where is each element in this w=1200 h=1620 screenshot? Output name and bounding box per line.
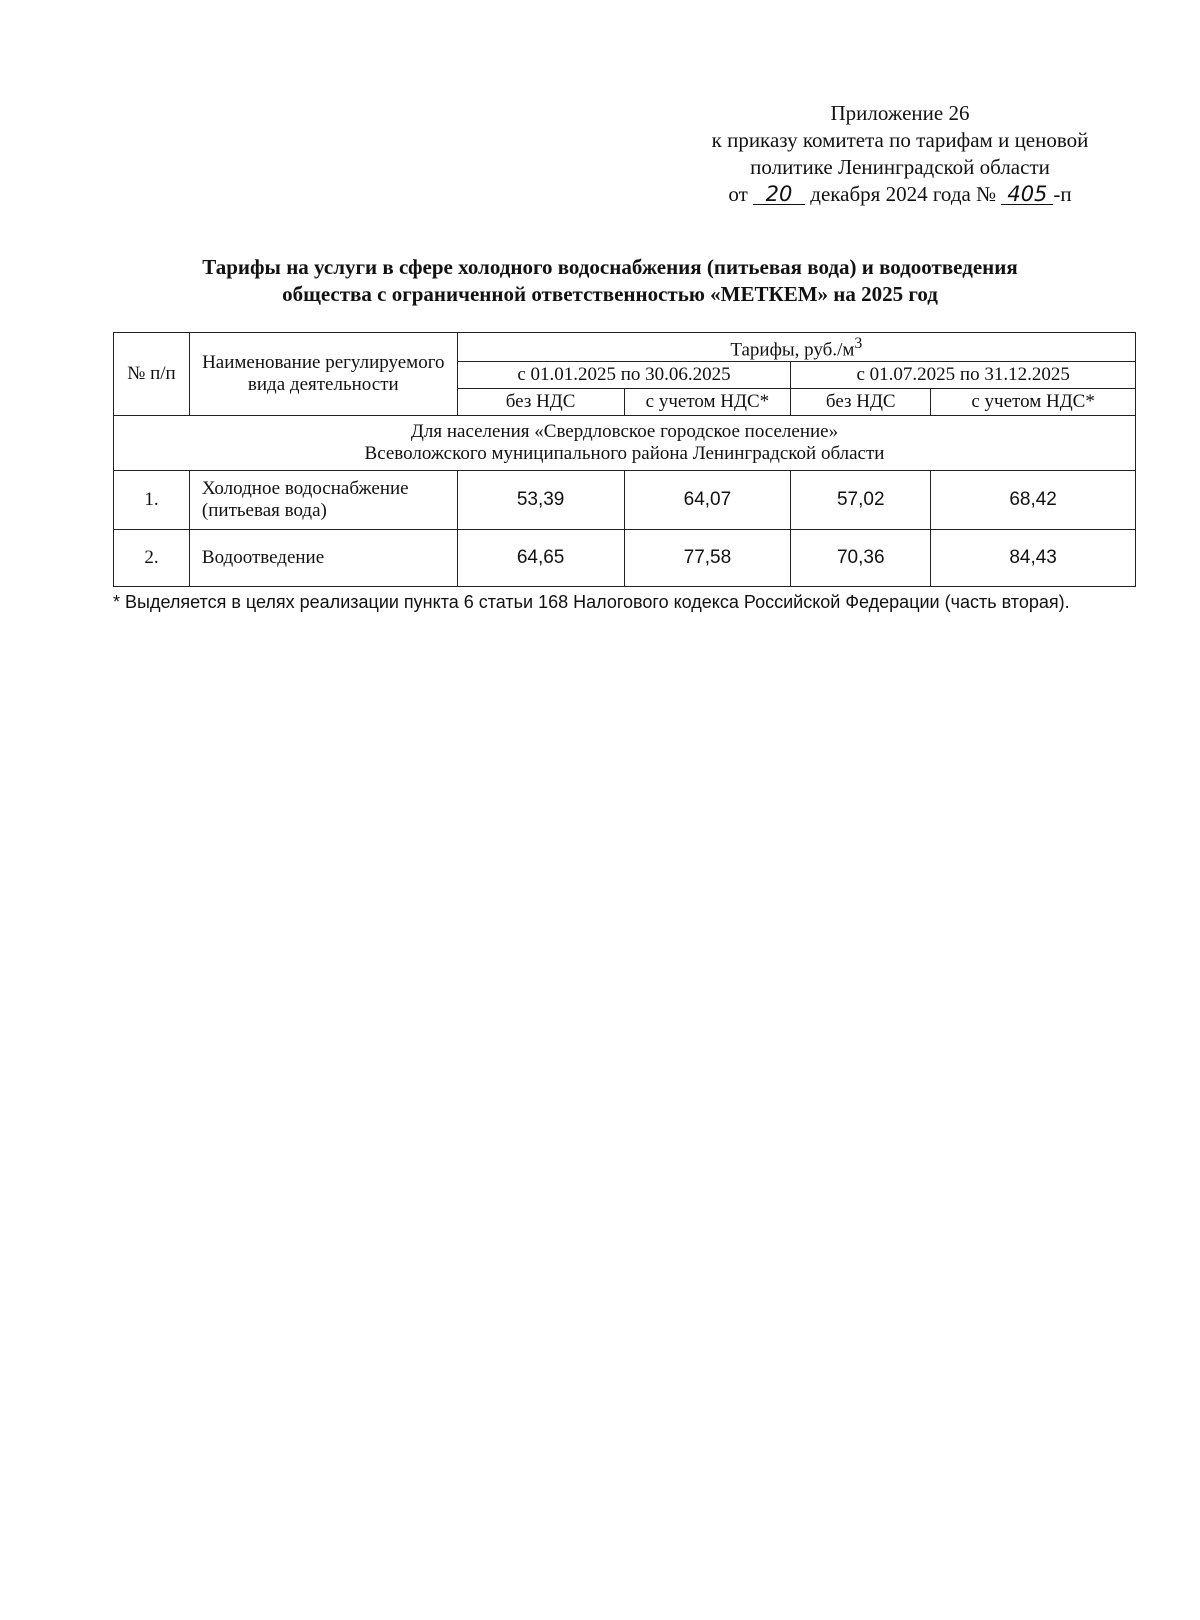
row-activity-name: Холодное водоснабжение (питьевая вода): [189, 471, 457, 530]
tariffs-table: [113, 332, 1136, 587]
table-row: [114, 530, 1136, 587]
row-p2-no-vat: 57,02: [791, 471, 931, 530]
appendix-number: Приложение 26: [830, 101, 970, 125]
handwritten-day: 20: [753, 184, 805, 205]
row-p1-with-vat: 64,07: [624, 471, 791, 530]
row-p2-with-vat: 84,43: [931, 530, 1136, 587]
header-tariffs-label: Тарифы, руб./м: [730, 339, 855, 361]
appendix-date-line: [660, 181, 1140, 208]
vat-footnote: * Выделяется в целях реализации пункта 6 статьи 168 Налогового кодекса Российской Федерации (часть вторая).: [113, 592, 1070, 612]
header-period-2: с 01.07.2025 по 31.12.2025: [791, 362, 1136, 389]
header-tariffs: [457, 333, 1135, 362]
appendix-order-line: к приказу комитета по тарифам и ценовой: [711, 128, 1089, 152]
handwritten-order-number: 405: [1001, 184, 1053, 205]
row-activity-name: Водоотведение: [189, 530, 457, 587]
section-line-2: Всеволожского муниципального района Ленинградской области: [364, 443, 885, 465]
header-activity-name: Наименование регулируемого вида деятельности: [189, 333, 457, 416]
row-p1-with-vat: 77,58: [624, 530, 791, 587]
document-title: [100, 254, 1120, 308]
title-line-2: общества с ограниченной ответственностью «МЕТКЕМ» на 2025 год: [282, 282, 938, 306]
header-p1-no-vat: без НДС: [457, 389, 624, 416]
table-header-row-1: [114, 333, 1136, 362]
row-p2-no-vat: 70,36: [791, 530, 931, 587]
date-middle: декабря 2024 года №: [810, 182, 997, 206]
title-line-1: Тарифы на услуги в сфере холодного водоснабжения (питьевая вода) и водоотведения: [202, 255, 1018, 279]
date-prefix: от: [728, 182, 748, 206]
table-section-row: [114, 416, 1136, 471]
row-p2-with-vat: 68,42: [931, 471, 1136, 530]
header-p2-with-vat: с учетом НДС*: [931, 389, 1136, 416]
header-p1-with-vat: с учетом НДС*: [624, 389, 791, 416]
appendix-committee-line: политике Ленинградской области: [750, 155, 1050, 179]
row-number: 1.: [114, 471, 190, 530]
row-p1-no-vat: 64,65: [457, 530, 624, 587]
section-label: [114, 416, 1136, 471]
header-p2-no-vat: без НДС: [791, 389, 931, 416]
section-line-1: Для населения «Свердловское городское поселение»: [410, 421, 839, 443]
table-row: [114, 471, 1136, 530]
row-number: 2.: [114, 530, 190, 587]
appendix-header: [660, 100, 1140, 208]
order-number-suffix: -п: [1053, 182, 1072, 206]
header-tariffs-unit-sup: 3: [854, 335, 863, 352]
header-number: № п/п: [114, 333, 190, 416]
header-period-1: с 01.01.2025 по 30.06.2025: [457, 362, 791, 389]
row-p1-no-vat: 53,39: [457, 471, 624, 530]
